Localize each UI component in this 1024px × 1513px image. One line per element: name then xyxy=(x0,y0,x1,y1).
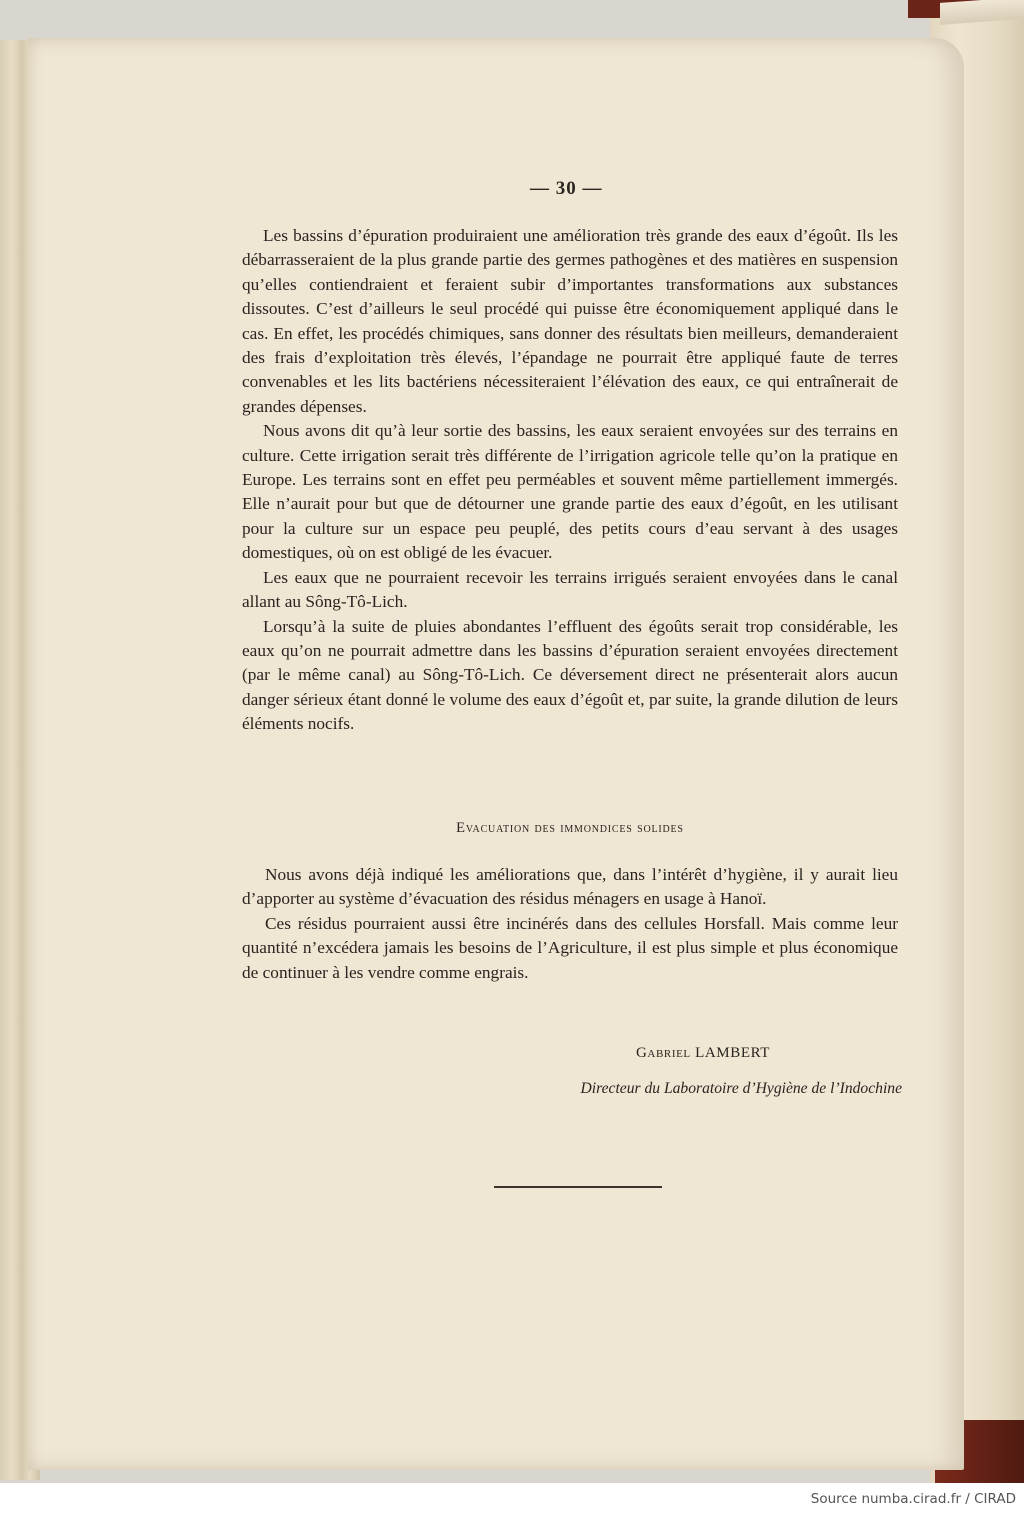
page-number: — 30 — xyxy=(530,178,603,199)
paragraph: Les eaux que ne pourraient recevoir les terrains irrigués seraient envoyées dans le canal allant au Sông-Tô-Lich. xyxy=(242,567,898,612)
section-heading: Evacuation des immondices solides xyxy=(456,820,684,836)
paragraph: Les bassins d’épuration produiraient une amélioration très grande des eaux d’égoût. Ils les débarrasseraient de la plus grande partie des germes pathogènes et des matières en suspension qu’elles contiendraient et feraient subir d’importantes transformations aux substances dissoutes. C’est d’ailleurs le seul procédé qui puisse être économiquement appliqué dans le cas. En effet, les procédés chimiques, sans donner des résultats bien meilleurs, demanderaient des frais d’exploitation très élevés, l’épandage ne pourrait être appliqué faute de terres convenables et les lits bactériens nécessiteraient l’élévation des eaux, ce qui entraînerait de grandes dépenses. xyxy=(242,226,898,416)
paragraph: Lorsqu’à la suite de pluies abondantes l’effluent des égoûts serait trop considérable, les eaux qu’on ne pourrait admettre dans les bassins d’épuration seraient envoyées directement (par le même canal) au Sông-Tô-Lich. Ce déversement direct ne présenterait alors aucun danger sérieux étant donné le volume des eaux d’égoût et, par suite, la grande dilution de leurs éléments nocifs. xyxy=(242,616,898,734)
body-text xyxy=(242,224,898,737)
paragraph: Nous avons dit qu’à leur sortie des bassins, les eaux seraient envoyées sur des terrains en culture. Cette irrigation serait très différente de l’irrigation agricole telle qu’on la pratique en Europe. Les terrains sont en effet peu perméables et souvent même partiellement immergés. Elle n’aurait pour but que de détourner une grande partie des eaux d’égoût, en les utilisant pour la culture sur un espace peu peuplé, des petits cours d’eau servant à des usages domestiques, où on est obligé de les évacuer. xyxy=(242,421,898,563)
signature-title: Directeur du Laboratoire d’Hygiène de l’Indochine xyxy=(580,1080,902,1097)
source-credit: Source numba.cirad.fr / CIRAD xyxy=(810,1491,1016,1507)
end-rule-divider xyxy=(494,1186,662,1188)
signature-name: Gabriel LAMBERT xyxy=(636,1045,771,1061)
paragraph: Ces résidus pourraient aussi être incinérés dans des cellules Horsfall. Mais comme leur quantité n’excédera jamais les besoins de l’Agriculture, il est plus simple et plus économique de continuer à les vendre comme engrais. xyxy=(242,913,898,982)
paragraph: Nous avons déjà indiqué les améliorations que, dans l’intérêt d’hygiène, il y aurait lieu d’apporter au système d’évacuation des résidus ménagers en usage à Hanoï. xyxy=(242,865,898,909)
section-body-text xyxy=(242,863,898,985)
